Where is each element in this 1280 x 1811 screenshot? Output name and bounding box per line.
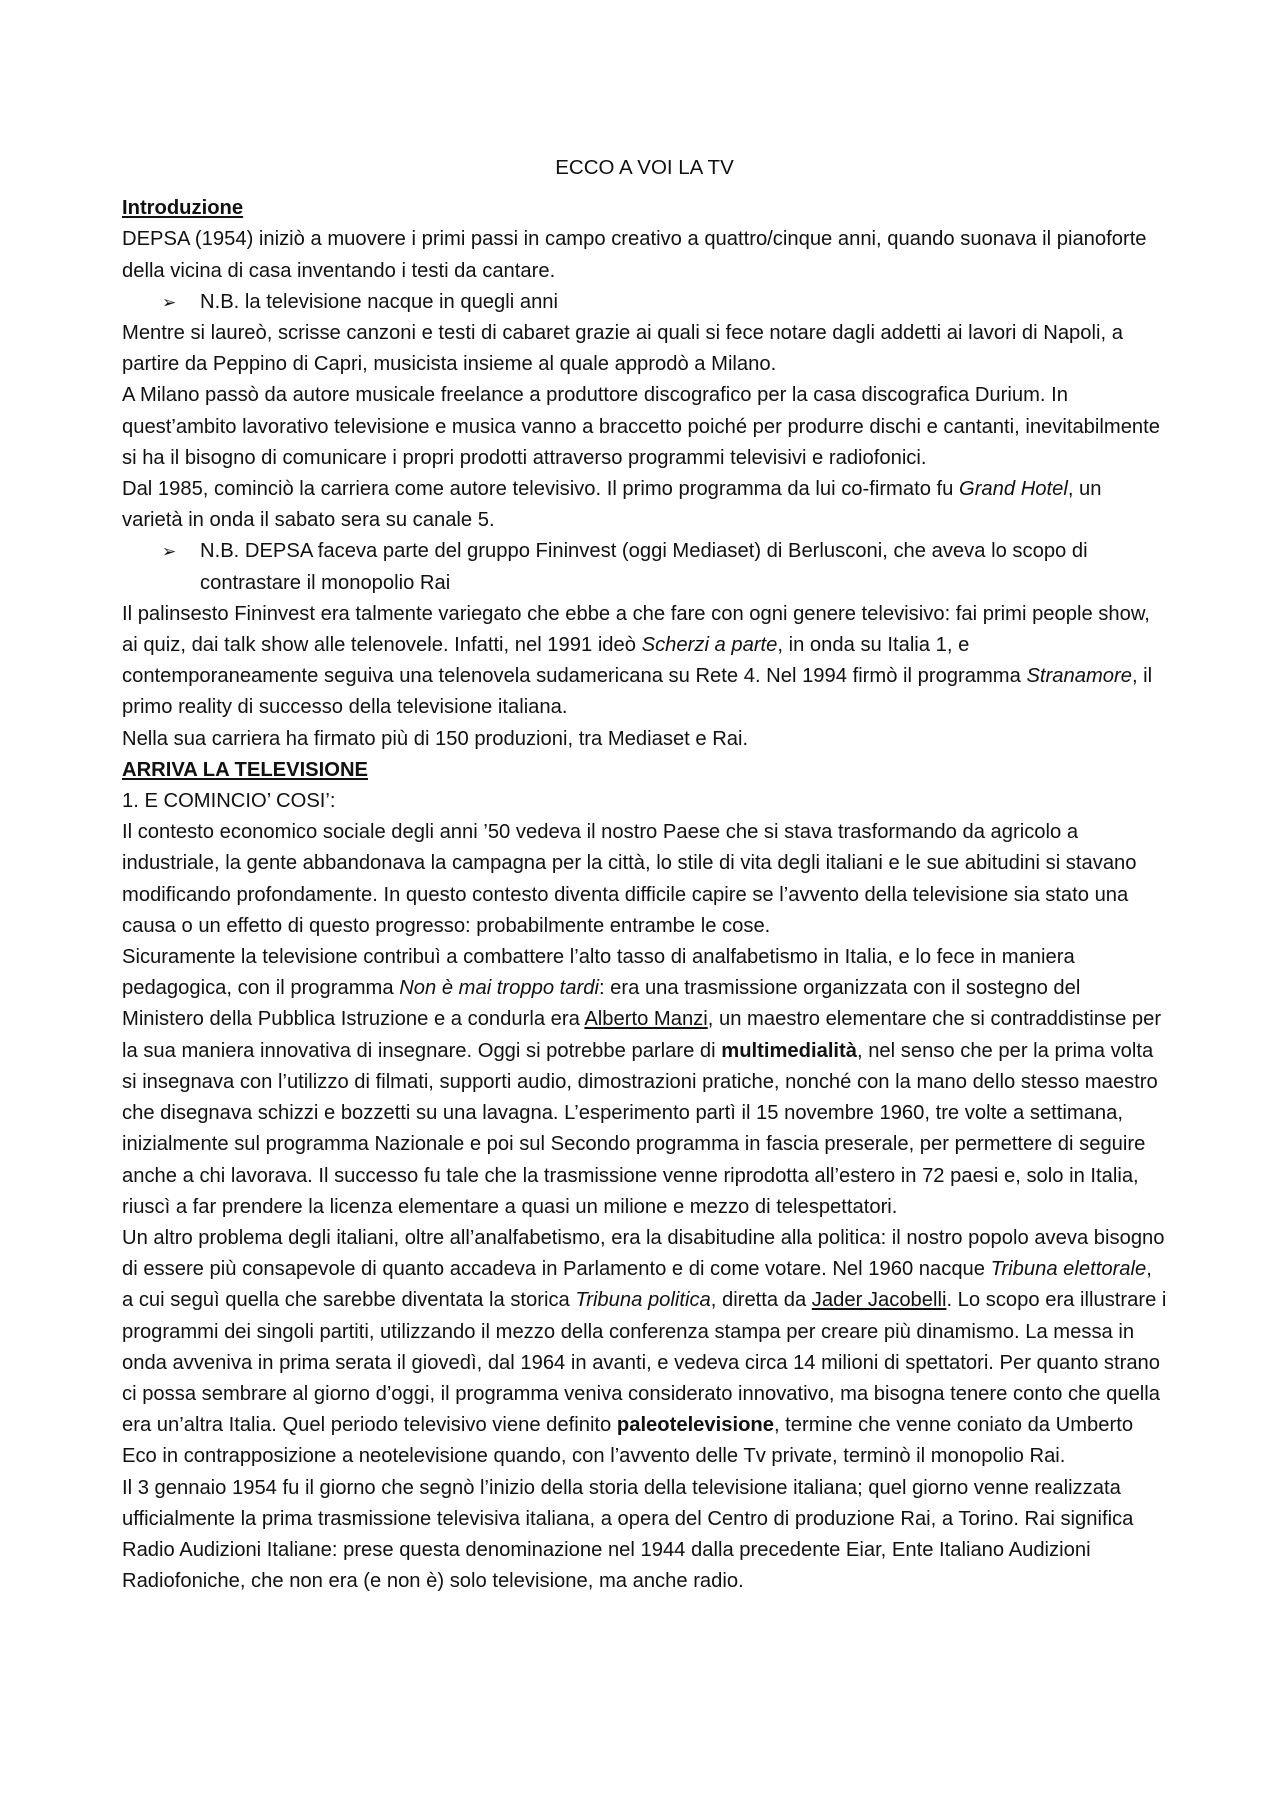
paragraph-text: , a cui seguì quella che sarebbe diventata la storica (122, 1258, 1152, 1312)
document-page (122, 152, 1167, 1597)
paragraph-text: Il contesto economico sociale degli anni ’50 vedeva il nostro Paese che si stava trasformando da agricolo a industriale, la gente abbandonava la campagna per la città, lo stile di vita degli italiani e le sue abitudini si stavano modificando profondamente. In questo contesto diventa difficile capire se l’avvento della televisione sia stato una causa o un effetto di questo progresso: probabilmente entrambe le cose. (122, 821, 1137, 937)
document-title: ECCO A VOI LA TV (555, 156, 734, 179)
section-heading-introduzione: Introduzione (122, 197, 244, 220)
arrow-bullet-icon: ➢ (162, 292, 177, 312)
paragraph-text: , un varietà in onda il sabato sera su canale 5. (122, 478, 1102, 532)
paragraph-text: , un maestro elementare che si contraddistinse per la sua maniera innovativa di insegnare. Oggi si potrebbe parlare di (122, 1008, 1162, 1062)
paragraph-text: Il palinsesto Fininvest era talmente variegato che ebbe a che fare con ogni genere televisivo: fai primi people show, ai quiz, dai talk show alle telenovele. Infatti, nel 1991 ideò (122, 602, 1150, 657)
paragraph (122, 817, 1167, 942)
bullet-item (122, 287, 1167, 318)
paragraph (122, 318, 1167, 380)
paragraph (122, 224, 1167, 286)
section-heading-arriva-la-televisione: ARRIVA LA TELEVISIONE (122, 758, 369, 781)
paragraph-text: . Lo scopo era illustrare i programmi dei singoli partiti, utilizzando il mezzo della conferenza stampa per creare più dinamismo. La messa in onda avveniva in prima serata il giovedì, dal 1964 in avanti, e vedeva circa 14 milioni di spettatori. Per quanto strano ci possa sembrare al giorno d’oggi, il programma veniva considerato innovativo, ma bisogna tenere conto che quella era un’altra Italia. Quel periodo televisivo viene definito (122, 1289, 1167, 1437)
paragraph-text: , diretta da (710, 1289, 812, 1312)
paragraph (122, 1223, 1167, 1473)
bullet-text: N.B. la televisione nacque in quegli anni (200, 290, 559, 313)
person-link[interactable]: Jader Jacobelli (811, 1289, 947, 1312)
paragraph-text: Un altro problema degli italiani, oltre all’analfabetismo, era la disabitudine alla politica: il nostro popolo aveva bisogno di essere più consapevole di quanto accadeva in Parlamento e di come votare. Nel 1960 nacque (122, 1226, 1165, 1281)
program-title-italic: Stranamore (1026, 665, 1132, 688)
bold-term: multimedialità (721, 1039, 857, 1062)
paragraph (122, 1473, 1167, 1598)
paragraph-text: A Milano passò da autore musicale freelance a produttore discografico per la casa discografica Durium. In quest’ambito lavorativo televisione e musica vanno a braccetto poiché per produrre dischi e cantanti, inevitabilmente si ha il bisogno di comunicare i propri prodotti attraverso programmi televisivi e radiofonici. (122, 384, 1160, 469)
paragraph-text: DEPSA (1954) iniziò a muovere i primi passi in campo creativo a quattro/cinque anni, quando suonava il pianoforte della vicina di casa inventando i testi da cantare. (122, 228, 1147, 282)
program-title-italic: Tribuna politica (575, 1289, 711, 1312)
paragraph-text: , termine che venne coniato da Umberto Eco in contrapposizione a neotelevisione quando, con l’avvento delle Tv private, terminò il monopolio Rai. (122, 1414, 1134, 1468)
paragraph-text: Mentre si laureò, scrisse canzoni e testi di cabaret grazie ai quali si fece notare dagli addetti ai lavori di Napoli, a partire da Peppino di Capri, musicista insieme al quale approdò a Milano. (122, 322, 1123, 376)
paragraph-text: , il primo reality di successo della televisione italiana. (122, 665, 1153, 719)
person-link[interactable]: Alberto Manzi (584, 1008, 708, 1031)
paragraph-text: Dal 1985, cominciò la carriera come autore televisivo. Il primo programma da lui co-firmato fu (122, 478, 959, 501)
paragraph-text: Il 3 gennaio 1954 fu il giorno che segnò l’inizio della storia della televisione italiana; quel giorno venne realizzata ufficialmente la prima trasmissione televisiva italiana, a opera del Centro di produzione Rai, a Torino. Rai significa Radio Audizioni Italiane: prese questa denominazione nel 1944 dalla precedente Eiar, Ente Italiano Audizioni Radiofoniche, che non era (e non è) solo televisione, ma anche radio. (122, 1476, 1134, 1593)
paragraph-text: Nella sua carriera ha firmato più di 150 produzioni, tra Mediaset e Rai. (122, 727, 749, 750)
program-title-italic: Tribuna elettorale (990, 1258, 1147, 1281)
program-title-italic: Grand Hotel (959, 478, 1068, 501)
paragraph (122, 942, 1167, 1223)
paragraph-text: Sicuramente la televisione contribuì a combattere l’alto tasso di analfabetismo in Italia, e lo fece in maniera pedagogica, con il programma (122, 946, 1075, 1000)
paragraph (122, 724, 1167, 755)
paragraph-text: : era una trasmissione organizzata con il sostegno del Ministero della Pubblica Istruzione e a condurla era (122, 977, 1081, 1031)
subsection-heading: 1. E COMINCIO’ COSI’: (122, 790, 336, 813)
paragraph-text: , in onda su Italia 1, e contemporaneamente seguiva una telenovela sudamericana su Rete 4. Nel 1994 firmò il programma (122, 634, 1027, 688)
program-title-italic: Non è mai troppo tardi (399, 977, 599, 1000)
arrow-bullet-icon: ➢ (162, 542, 177, 562)
paragraph (122, 380, 1167, 474)
paragraph (122, 474, 1167, 536)
bold-term: paleotelevisione (616, 1414, 774, 1437)
bullet-item (122, 536, 1167, 598)
paragraph (122, 599, 1167, 724)
paragraph-text: , nel senso che per la prima volta si insegnava con l’utilizzo di filmati, supporti audio, dimostrazioni pratiche, nonché con la mano dello stesso maestro che disegnava schizzi e bozzetti su una lavagna. L’esperimento partì il 15 novembre 1960, tre volte a settimana, inizialmente sul programma Nazionale e poi sul Secondo programma in fascia preserale, per permettere di seguire anche a chi lavorava. Il successo fu tale che la trasmissione venne riprodotta all’estero in 72 paesi e, solo in Italia, riuscì a far prendere la licenza elementare a quasi un milione e mezzo di telespettatori. (122, 1039, 1158, 1218)
bullet-text: N.B. DEPSA faceva parte del gruppo Fininvest (oggi Mediaset) di Berlusconi, che aveva lo scopo di contrastare il monopolio Rai (200, 540, 1088, 594)
program-title-italic: Scherzi a parte (641, 634, 778, 657)
